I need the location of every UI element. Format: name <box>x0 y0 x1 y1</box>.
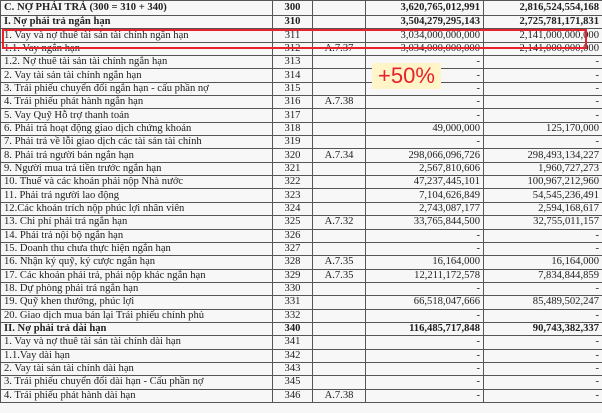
row-code: 346 <box>273 389 313 402</box>
row-code: 313 <box>273 56 313 69</box>
row-beginning-balance: - <box>484 96 602 109</box>
row-description: 14. Phải trả nội bộ ngắn hạn <box>1 229 273 242</box>
row-note <box>313 282 366 295</box>
row-beginning-balance: 85,489,502,247 <box>484 296 602 309</box>
row-beginning-balance: 16,164,000 <box>484 256 602 269</box>
row-note: A.7.38 <box>313 96 366 109</box>
row-code: 321 <box>273 162 313 175</box>
row-description: 8. Phải trả người bán ngắn hạn <box>1 149 273 162</box>
row-ending-balance: - <box>366 362 484 375</box>
row-description: C. NỢ PHẢI TRẢ (300 = 310 + 340) <box>1 1 273 16</box>
row-beginning-balance: - <box>484 109 602 122</box>
row-description: 7. Phải trả về lỗi giao dịch các tài sản tài chính <box>1 136 273 149</box>
row-description: 10. Thuế và các khoản phải nộp Nhà nước <box>1 176 273 189</box>
row-note <box>313 309 366 322</box>
row-beginning-balance: 54,545,236,491 <box>484 189 602 202</box>
row-beginning-balance: - <box>484 389 602 402</box>
table-row <box>1 242 602 255</box>
row-code: 316 <box>273 96 313 109</box>
table-row <box>1 336 602 349</box>
row-beginning-balance: 32,755,011,157 <box>484 216 602 229</box>
row-note <box>313 82 366 95</box>
row-description: 13. Chi phí phải trả ngắn hạn <box>1 216 273 229</box>
row-ending-balance: 2,743,087,177 <box>366 202 484 215</box>
row-note <box>313 162 366 175</box>
row-description: 12.Các khoản trích nộp phúc lợi nhân viên <box>1 202 273 215</box>
row-description: 15. Doanh thu chưa thực hiện ngắn hạn <box>1 242 273 255</box>
row-code: 326 <box>273 229 313 242</box>
row-note <box>313 229 366 242</box>
row-description: 4. Trái phiếu phát hành ngắn hạn <box>1 96 273 109</box>
row-code: 300 <box>273 1 313 16</box>
row-ending-balance: 298,066,096,726 <box>366 149 484 162</box>
row-description: 2. Vay tài sản tài chính dài hạn <box>1 362 273 375</box>
row-ending-balance: 16,164,000 <box>366 256 484 269</box>
row-beginning-balance: 298,493,134,227 <box>484 149 602 162</box>
row-ending-balance: 12,211,172,578 <box>366 269 484 282</box>
row-ending-balance: - <box>366 136 484 149</box>
table-row <box>1 256 602 269</box>
table-row <box>1 389 602 402</box>
table-row <box>1 122 602 135</box>
row-code: 327 <box>273 242 313 255</box>
row-beginning-balance: - <box>484 229 602 242</box>
row-beginning-balance: - <box>484 282 602 295</box>
table-row <box>1 136 602 149</box>
row-beginning-balance: 125,170,000 <box>484 122 602 135</box>
row-ending-balance: 7,104,626,849 <box>366 189 484 202</box>
row-description: 5. Vay Quỹ Hỗ trợ thanh toán <box>1 109 273 122</box>
row-description: 11. Phải trả người lao động <box>1 189 273 202</box>
row-note <box>313 202 366 215</box>
row-code: 325 <box>273 216 313 229</box>
row-ending-balance: 3,504,279,295,143 <box>366 16 484 29</box>
row-beginning-balance: 100,967,212,960 <box>484 176 602 189</box>
table-row <box>1 269 602 282</box>
row-description: 2. Vay tài sản tài chính ngắn hạn <box>1 69 273 82</box>
table-row <box>1 82 602 95</box>
row-note <box>313 362 366 375</box>
table-row <box>1 149 602 162</box>
row-beginning-balance: - <box>484 56 602 69</box>
row-beginning-balance: 1,960,727,273 <box>484 162 602 175</box>
row-note: A.7.35 <box>313 256 366 269</box>
row-ending-balance: 3,034,000,000,000 <box>366 29 484 42</box>
row-code: 318 <box>273 122 313 135</box>
table-row <box>1 309 602 322</box>
row-note <box>313 296 366 309</box>
row-note <box>313 349 366 362</box>
row-ending-balance: 3,034,000,000,000 <box>366 42 484 55</box>
table-row <box>1 109 602 122</box>
row-beginning-balance: - <box>484 336 602 349</box>
row-code: 314 <box>273 69 313 82</box>
row-ending-balance: - <box>366 82 484 95</box>
row-note: A.7.37 <box>313 42 366 55</box>
row-beginning-balance: - <box>484 242 602 255</box>
row-code: 319 <box>273 136 313 149</box>
row-note: A.7.32 <box>313 216 366 229</box>
table-row <box>1 349 602 362</box>
row-ending-balance: - <box>366 349 484 362</box>
row-code: 320 <box>273 149 313 162</box>
table-row <box>1 216 602 229</box>
row-note <box>313 376 366 389</box>
row-note: A.7.38 <box>313 389 366 402</box>
row-beginning-balance: - <box>484 376 602 389</box>
row-description: II. Nợ phải trả dài hạn <box>1 322 273 335</box>
row-beginning-balance: - <box>484 362 602 375</box>
row-beginning-balance: 2,141,000,000,000 <box>484 42 602 55</box>
row-description: 6. Phải trả hoạt động giao dịch chứng khoán <box>1 122 273 135</box>
row-code: 341 <box>273 336 313 349</box>
table-row <box>1 296 602 309</box>
row-beginning-balance: 2,725,781,171,831 <box>484 16 602 29</box>
row-description: 4. Trái phiếu phát hành dài hạn <box>1 389 273 402</box>
row-note <box>313 176 366 189</box>
row-ending-balance: 49,000,000 <box>366 122 484 135</box>
row-ending-balance: 66,518,047,666 <box>366 296 484 309</box>
row-note <box>313 136 366 149</box>
row-beginning-balance: 7,834,844,859 <box>484 269 602 282</box>
row-ending-balance: - <box>366 282 484 295</box>
row-ending-balance: - <box>366 309 484 322</box>
row-beginning-balance: 2,816,524,554,168 <box>484 1 602 16</box>
row-code: 317 <box>273 109 313 122</box>
row-description: 3. Trái phiếu chuyển đổi dài hạn - Cấu phần nợ <box>1 376 273 389</box>
row-code: 345 <box>273 376 313 389</box>
row-description: 1.2. Nợ thuê tài sản tài chính ngắn hạn <box>1 56 273 69</box>
row-description: 20. Giao dịch mua bán lại Trái phiếu chính phủ <box>1 309 273 322</box>
highlight-box <box>2 29 587 49</box>
row-beginning-balance: - <box>484 136 602 149</box>
row-code: 343 <box>273 362 313 375</box>
row-code: 312 <box>273 42 313 55</box>
liabilities-table-body <box>1 1 602 403</box>
table-row <box>1 1 602 16</box>
row-note <box>313 122 366 135</box>
row-ending-balance: 2,567,810,606 <box>366 162 484 175</box>
row-beginning-balance: - <box>484 82 602 95</box>
row-code: 340 <box>273 322 313 335</box>
percent-change-label: +50% <box>372 63 441 89</box>
row-beginning-balance: - <box>484 69 602 82</box>
table-row <box>1 376 602 389</box>
row-code: 342 <box>273 349 313 362</box>
row-description: 18. Dự phòng phải trả ngắn hạn <box>1 282 273 295</box>
row-code: 324 <box>273 202 313 215</box>
row-ending-balance: - <box>366 229 484 242</box>
row-note <box>313 16 366 29</box>
table-row <box>1 282 602 295</box>
table-row <box>1 189 602 202</box>
table-row <box>1 202 602 215</box>
row-note <box>313 69 366 82</box>
row-description: 1.1. Vay ngắn hạn <box>1 42 273 55</box>
row-beginning-balance: - <box>484 309 602 322</box>
row-code: 311 <box>273 29 313 42</box>
row-note <box>313 1 366 16</box>
row-code: 323 <box>273 189 313 202</box>
row-note <box>313 242 366 255</box>
row-code: 315 <box>273 82 313 95</box>
row-note <box>313 336 366 349</box>
row-code: 330 <box>273 282 313 295</box>
row-description: 1.1.Vay dài hạn <box>1 349 273 362</box>
row-note: A.7.34 <box>313 149 366 162</box>
table-row <box>1 96 602 109</box>
row-ending-balance: - <box>366 242 484 255</box>
row-ending-balance: - <box>366 376 484 389</box>
row-note <box>313 322 366 335</box>
table-row <box>1 69 602 82</box>
row-ending-balance: - <box>366 389 484 402</box>
table-row <box>1 162 602 175</box>
row-code: 332 <box>273 309 313 322</box>
row-description: 19. Quỹ khen thưởng, phúc lợi <box>1 296 273 309</box>
table-row <box>1 56 602 69</box>
row-ending-balance: - <box>366 336 484 349</box>
row-code: 331 <box>273 296 313 309</box>
table-row <box>1 176 602 189</box>
row-code: 310 <box>273 16 313 29</box>
row-description: 3. Trái phiếu chuyển đổi ngắn hạn - cấu phần nợ <box>1 82 273 95</box>
row-beginning-balance: 2,594,168,617 <box>484 202 602 215</box>
row-code: 322 <box>273 176 313 189</box>
row-ending-balance: - <box>366 96 484 109</box>
row-description: 9. Người mua trả tiền trước ngắn hạn <box>1 162 273 175</box>
row-description: 1. Vay và nợ thuê tài sản tài chính ngắn hạn <box>1 29 273 42</box>
row-ending-balance: - <box>366 109 484 122</box>
row-ending-balance: 47,237,445,101 <box>366 176 484 189</box>
table-row <box>1 229 602 242</box>
row-ending-balance: 3,620,765,012,991 <box>366 1 484 16</box>
row-code: 328 <box>273 256 313 269</box>
row-ending-balance: 116,485,717,848 <box>366 322 484 335</box>
row-ending-balance: - <box>366 69 484 82</box>
row-beginning-balance: - <box>484 349 602 362</box>
row-beginning-balance: 90,743,382,337 <box>484 322 602 335</box>
row-ending-balance: - <box>366 56 484 69</box>
row-description: 17. Các khoản phải trả, phải nộp khác ngắn hạn <box>1 269 273 282</box>
row-description: I. Nợ phải trả ngắn hạn <box>1 16 273 29</box>
table-row <box>1 362 602 375</box>
row-code: 329 <box>273 269 313 282</box>
row-note <box>313 56 366 69</box>
row-description: 16. Nhận ký quỹ, ký cược ngắn hạn <box>1 256 273 269</box>
row-note <box>313 109 366 122</box>
row-note: A.7.35 <box>313 269 366 282</box>
table-row <box>1 322 602 335</box>
row-description: 1. Vay và nợ thuê tài sản tài chính dài hạn <box>1 336 273 349</box>
row-note <box>313 189 366 202</box>
row-ending-balance: 33,765,844,500 <box>366 216 484 229</box>
table-row <box>1 16 602 29</box>
row-beginning-balance: 2,141,000,000,000 <box>484 29 602 42</box>
